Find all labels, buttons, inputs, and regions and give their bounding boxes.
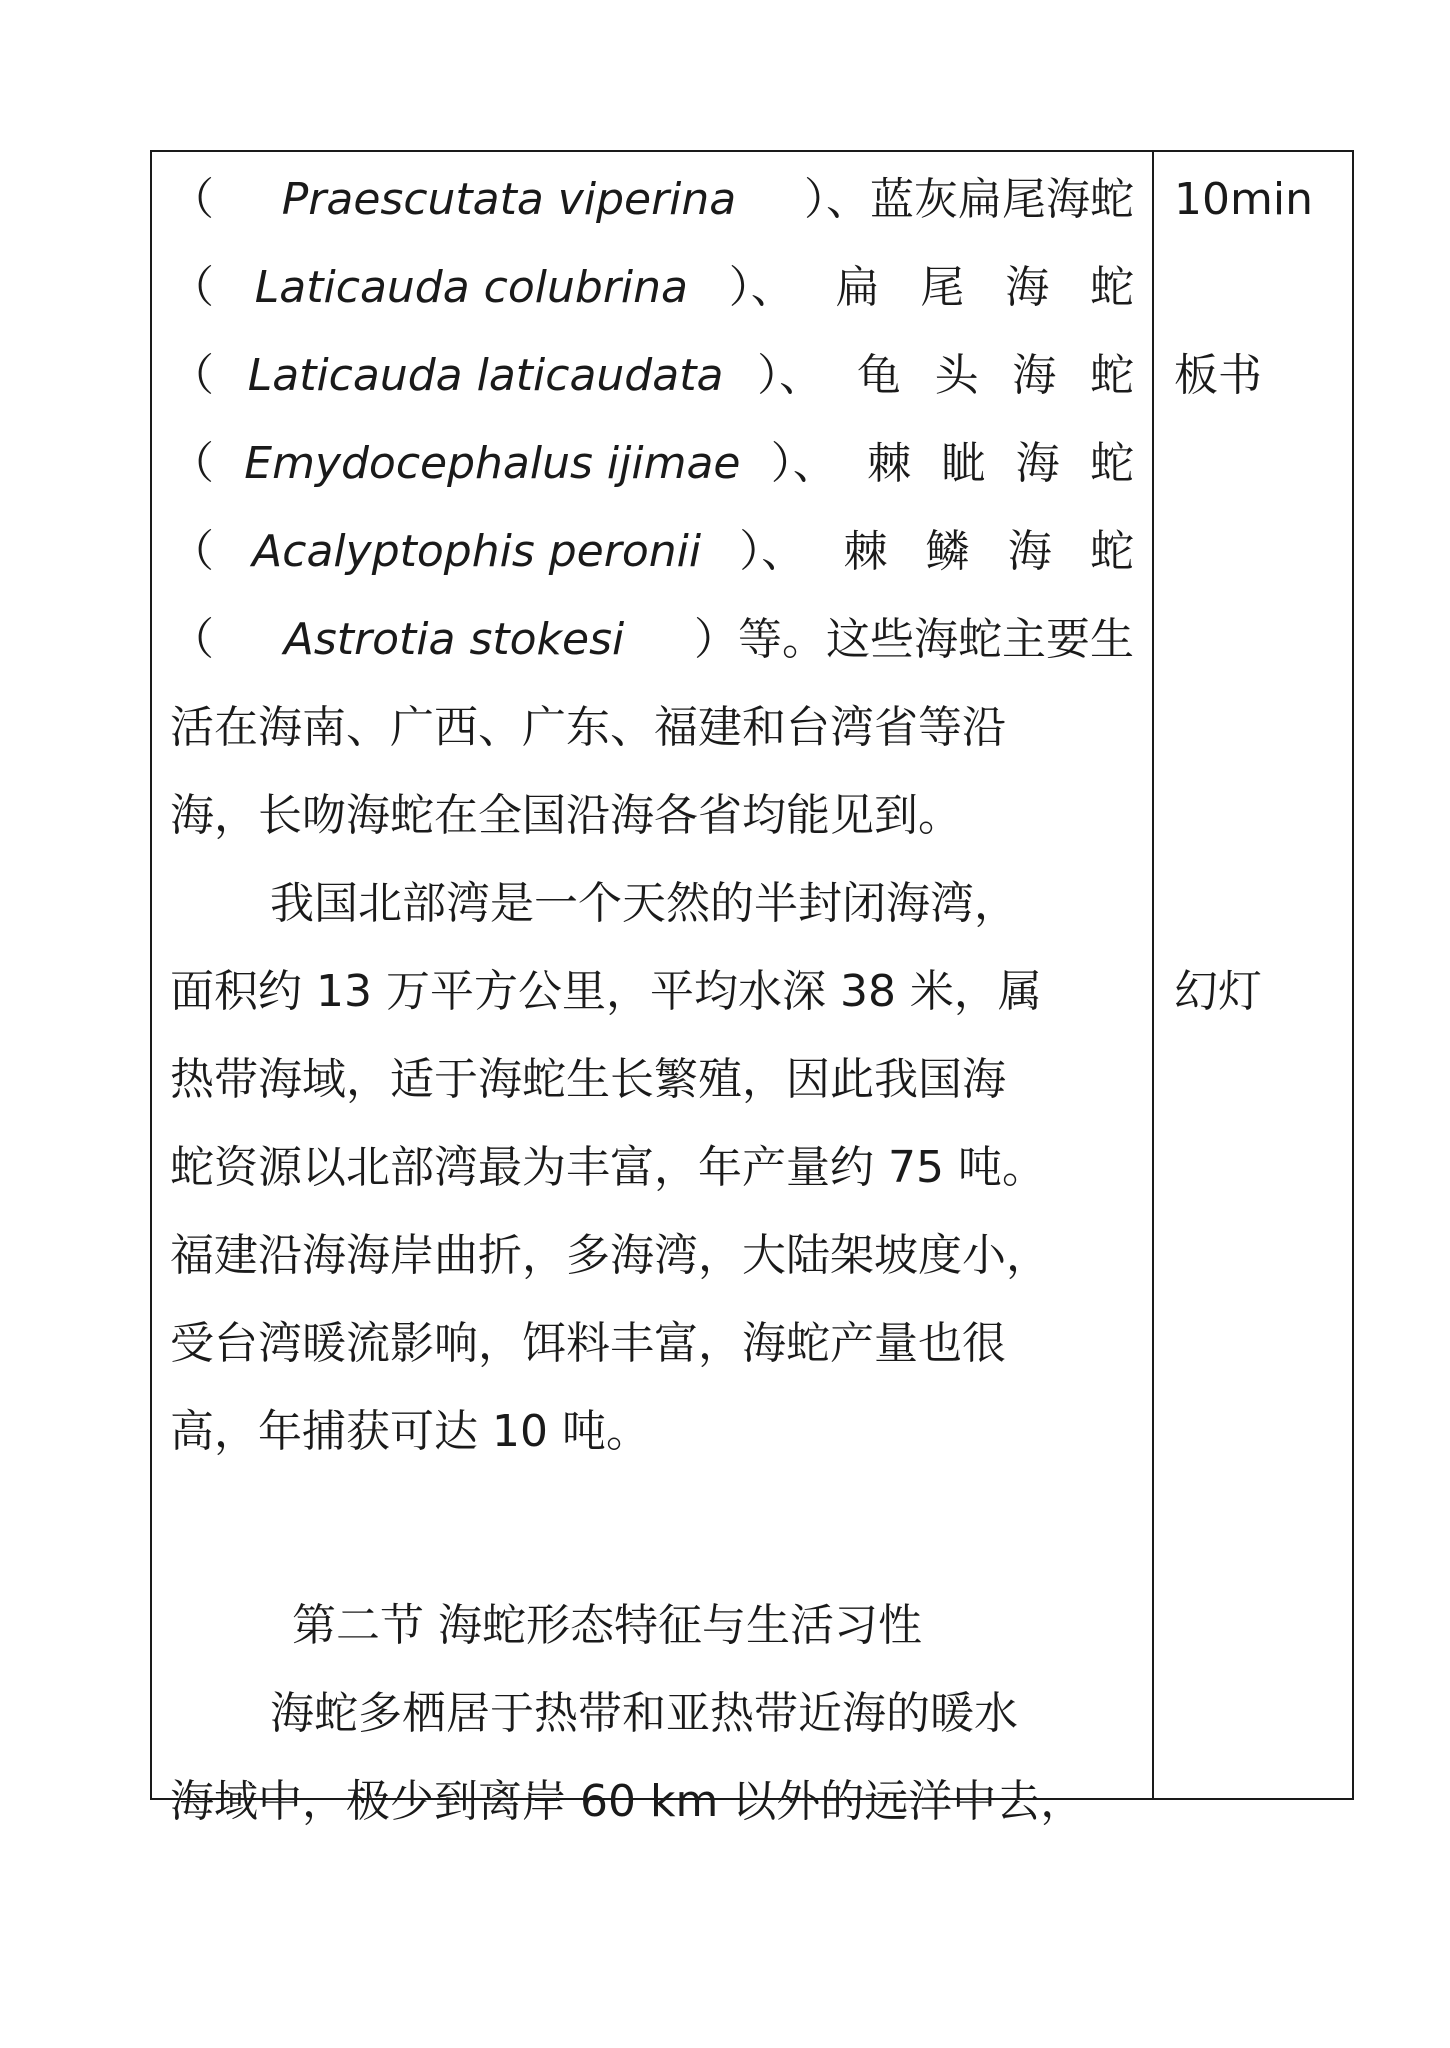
slides-note: 幻灯: [1174, 966, 1262, 1017]
text-char: 鳞: [925, 526, 970, 577]
text-line-4: [170, 420, 1134, 508]
species-name: Praescutata viperina: [281, 174, 737, 225]
lesson-table: [150, 150, 1354, 1827]
text-char: 蛇: [1089, 438, 1134, 489]
text-char: 棘: [867, 438, 912, 489]
text-char: 海: [1007, 526, 1052, 577]
paragraph-start-line: 海蛇多栖居于热带和亚热带近海的暖水: [270, 1688, 1018, 1739]
text-line-2: [170, 244, 1134, 332]
paren-open: （: [170, 350, 214, 401]
text-line-3: [170, 332, 1134, 420]
text-line-15: 高，年捕获可达 10 吨。: [170, 1406, 650, 1457]
text-fragment: ）、: [728, 262, 795, 313]
text-line-13: 福建沿海海岸曲折，多海湾，大陆架坡度小，: [170, 1230, 1050, 1281]
paren-open: （: [170, 174, 214, 225]
text-char: 蛇: [1090, 350, 1134, 401]
text-line-6: [170, 596, 1134, 684]
text-char: 蛇: [1089, 526, 1134, 577]
text-char: 眦: [941, 438, 986, 489]
species-name: Acalyptophis peronii: [252, 526, 702, 577]
text-char: 扁: [835, 262, 880, 313]
time-note: 10min: [1174, 174, 1313, 225]
species-name: Astrotia stokesi: [283, 614, 625, 665]
text-char: 海: [1015, 438, 1060, 489]
text-fragment: ）、: [770, 438, 837, 489]
section-title: 第二节 海蛇形态特征与生活习性: [292, 1600, 922, 1651]
text-char: 棘: [843, 526, 888, 577]
text-char: 海: [1005, 262, 1050, 313]
paren-open: （: [170, 438, 214, 489]
column-divider: [1152, 152, 1154, 1798]
paragraph-start-line: 我国北部湾是一个天然的半封闭海湾，: [270, 878, 1018, 929]
paren-open: （: [170, 526, 214, 577]
text-line-1: [170, 156, 1134, 244]
paren-open: （: [170, 614, 214, 665]
text-char: 蛇: [1089, 262, 1134, 313]
text-line-17: 海域中，极少到离岸 60 km 以外的远洋中去，: [170, 1776, 1085, 1827]
species-name: Emydocephalus ijimae: [244, 438, 741, 489]
species-name: Laticauda colubrina: [254, 262, 688, 313]
text-fragment: ）等。这些海蛇主要生: [693, 614, 1134, 665]
text-fragment: ）、蓝灰扁尾海蛇: [803, 174, 1134, 225]
text-char: 龟: [856, 350, 901, 401]
text-line-12: 蛇资源以北部湾最为丰富，年产量约 75 吨。: [170, 1142, 1046, 1193]
text-line-8: 海，长吻海蛇在全国沿海各省均能见到。: [170, 790, 962, 841]
paren-open: （: [170, 262, 214, 313]
text-line-7: 活在海南、广西、广东、福建和台湾省等沿: [170, 702, 1006, 753]
text-fragment: ）、: [739, 526, 806, 577]
board-note: 板书: [1174, 350, 1262, 401]
text-char: 海: [1012, 350, 1057, 401]
text-line-5: [170, 508, 1134, 596]
text-line-14: 受台湾暖流影响，饵料丰富，海蛇产量也很: [170, 1318, 1006, 1369]
text-line-10: 面积约 13 万平方公里，平均水深 38 米，属: [170, 966, 1042, 1017]
text-char: 尾: [920, 262, 965, 313]
species-name: Laticauda laticaudata: [247, 350, 724, 401]
text-fragment: ）、: [757, 350, 824, 401]
text-char: 头: [934, 350, 979, 401]
text-line-11: 热带海域，适于海蛇生长繁殖，因此我国海: [170, 1054, 1006, 1105]
